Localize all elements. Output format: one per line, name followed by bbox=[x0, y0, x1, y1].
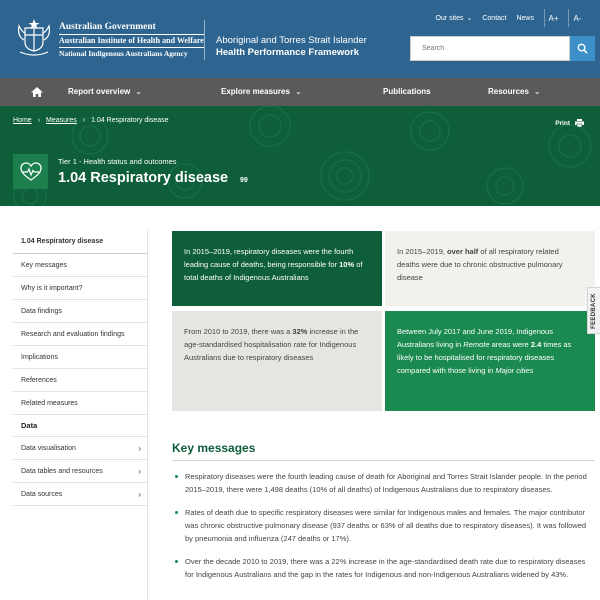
contact-link[interactable]: Contact bbox=[482, 14, 507, 22]
our-sites-label: Our sites bbox=[435, 15, 464, 22]
sidebar-divider bbox=[147, 229, 148, 600]
chevron-right-icon: › bbox=[37, 117, 41, 124]
page-title: 1.04 Respiratory disease bbox=[58, 170, 229, 186]
sidebar-item-data-tables[interactable] bbox=[13, 460, 147, 483]
search-field[interactable] bbox=[410, 36, 570, 61]
key-messages-list bbox=[175, 470, 595, 591]
card-text: In 2015–2019, respiratory diseases were the fourth leading cause of deaths, being responsible for bbox=[184, 247, 354, 269]
sidebar-item-label: 1.04 Respiratory disease bbox=[21, 237, 104, 245]
sidebar-item-research[interactable] bbox=[13, 323, 147, 346]
sidebar-item-label: Key messages bbox=[21, 261, 67, 269]
list-item: Rates of death due to specific respiratory diseases were similar for Indigenous males and females. The major contributor was chronic obstructive pulmonary disease (937 deaths or 63% of all deaths due to respiratory diseases). It was followed by pneumonia and influenza (247 deaths or 17%). bbox=[175, 506, 595, 545]
nav-item-report-overview[interactable] bbox=[68, 78, 142, 106]
coat-of-arms-logo[interactable] bbox=[12, 16, 56, 60]
measure-icon-box bbox=[13, 154, 48, 189]
print-button[interactable] bbox=[555, 119, 584, 127]
gov-line-2: Australian Institute of Health and Welfare bbox=[59, 36, 204, 45]
card-highlight: 2.4 bbox=[530, 340, 542, 349]
gov-line-1: Australian Government bbox=[59, 22, 156, 32]
card-text: times as likely to be hospitalised for respiratory diseases compared with those living in bbox=[397, 340, 572, 375]
sidebar-item-data-findings[interactable] bbox=[13, 300, 147, 323]
chevron-right-icon: › bbox=[138, 443, 141, 453]
breadcrumb-home[interactable]: Home bbox=[13, 117, 32, 124]
stat-card-copd bbox=[385, 231, 595, 306]
gov-line-3: National Indigenous Australians Agency bbox=[59, 47, 204, 59]
header-divider bbox=[204, 20, 205, 60]
government-wordmark bbox=[59, 22, 204, 59]
search-button[interactable] bbox=[570, 36, 595, 61]
card-emphasis: Major cities bbox=[495, 366, 534, 375]
list-item: Over the decade 2010 to 2019, there was a 22% increase in the age-standardised death rate due to respiratory diseases for Indigenous Australians and the gap in the rates for Indigenous and non-Indigenous Australians widened by 43%. bbox=[175, 555, 595, 581]
sidebar-item-respiratory-disease[interactable] bbox=[13, 229, 147, 254]
sidebar-item-data-visualisation[interactable] bbox=[13, 437, 147, 460]
news-link[interactable]: News bbox=[516, 14, 534, 22]
sidebar-item-why-important[interactable] bbox=[13, 277, 147, 300]
chevron-down-icon: ⌄ bbox=[533, 87, 541, 96]
site-title-line-2: Health Performance Framework bbox=[216, 47, 360, 58]
site-title-line-1: Aboriginal and Torres Strait Islander bbox=[216, 35, 367, 46]
section-divider bbox=[172, 460, 595, 461]
printer-icon bbox=[575, 119, 584, 127]
chevron-right-icon: › bbox=[138, 489, 141, 499]
search-input[interactable] bbox=[411, 37, 569, 60]
sidebar-item-label: Data findings bbox=[21, 307, 62, 315]
key-messages-heading: Key messages bbox=[172, 441, 256, 455]
chevron-down-icon: ⌄ bbox=[294, 87, 302, 96]
feedback-label: FEEDBACK bbox=[591, 292, 597, 329]
card-text: of all respiratory related deaths were due to chronic obstructive pulmonary disease bbox=[397, 247, 563, 282]
sidebar-item-label: Implications bbox=[21, 353, 58, 361]
card-text: From 2010 to 2019, there was a bbox=[184, 327, 293, 336]
sidebar-item-references[interactable] bbox=[13, 369, 147, 392]
nav-item-publications[interactable] bbox=[383, 78, 431, 106]
breadcrumb bbox=[13, 117, 169, 124]
font-decrease-button[interactable]: A- bbox=[568, 9, 586, 27]
font-increase-button[interactable]: A+ bbox=[544, 9, 562, 27]
tier-label: Tier 1 - Health status and outcomes bbox=[58, 157, 177, 166]
feedback-tab[interactable] bbox=[587, 287, 600, 334]
sidebar-item-label: References bbox=[21, 376, 57, 384]
page-banner bbox=[0, 106, 600, 206]
sidebar-data-heading: Data bbox=[13, 415, 147, 437]
breadcrumb-measures[interactable]: Measures bbox=[46, 117, 77, 124]
nav-label: Publications bbox=[383, 87, 431, 96]
print-label: Print bbox=[555, 119, 570, 127]
our-sites-link[interactable] bbox=[435, 14, 472, 22]
sidebar-item-key-messages[interactable] bbox=[13, 254, 147, 277]
sidebar-item-implications[interactable] bbox=[13, 346, 147, 369]
site-title[interactable] bbox=[216, 35, 367, 59]
stat-card-remote-areas bbox=[385, 311, 595, 411]
sidebar-nav bbox=[13, 229, 147, 506]
card-highlight: 10% bbox=[339, 260, 355, 269]
sidebar-item-label: Data visualisation bbox=[21, 444, 76, 452]
card-highlight: 32% bbox=[292, 327, 308, 336]
chevron-right-icon: › bbox=[82, 117, 86, 124]
nav-label: Resources bbox=[488, 87, 529, 96]
nav-item-explore-measures[interactable] bbox=[221, 78, 302, 106]
nav-label: Explore measures bbox=[221, 87, 290, 96]
card-text: increase in the age-standardised hospitalisation rate for Indigenous Australians due to respiratory diseases bbox=[184, 327, 359, 362]
chevron-right-icon: › bbox=[138, 466, 141, 476]
sidebar-item-label: Data sources bbox=[21, 490, 63, 498]
nav-item-resources[interactable] bbox=[488, 78, 541, 106]
sidebar-item-label: Data tables and resources bbox=[21, 467, 103, 475]
main-nav bbox=[0, 78, 600, 106]
sidebar-item-related-measures[interactable] bbox=[13, 392, 147, 415]
card-text: In 2015–2019, bbox=[397, 247, 448, 256]
nav-label: Report overview bbox=[68, 87, 131, 96]
site-header bbox=[0, 0, 600, 78]
home-icon[interactable] bbox=[30, 85, 44, 99]
heart-pulse-icon bbox=[20, 162, 42, 182]
stat-card-hospitalisation-increase bbox=[172, 311, 382, 411]
stat-card-leading-cause bbox=[172, 231, 382, 306]
card-highlight: over half bbox=[447, 247, 479, 256]
card-text: areas were bbox=[489, 340, 531, 349]
cite-icon[interactable]: 99 bbox=[240, 177, 248, 184]
breadcrumb-current: 1.04 Respiratory disease bbox=[91, 117, 169, 124]
chevron-down-icon: ⌄ bbox=[466, 15, 473, 22]
sidebar-item-label: Why is it important? bbox=[21, 284, 83, 292]
sidebar-item-label: Research and evaluation findings bbox=[21, 330, 125, 338]
list-item: Respiratory diseases were the fourth leading cause of death for Aboriginal and Torres Strait Islander people. In the period 2015–2019, there were 1,498 deaths (10% of all deaths) of Indigenous Australians due to respiratory diseases. bbox=[175, 470, 595, 496]
chevron-down-icon: ⌄ bbox=[135, 87, 142, 96]
search-icon bbox=[577, 43, 588, 54]
card-text: Between July 2017 and June 2019, Indigenous Australians living in bbox=[397, 327, 553, 349]
card-emphasis: Remote bbox=[463, 340, 490, 349]
utility-nav bbox=[425, 9, 586, 27]
sidebar-item-data-sources[interactable] bbox=[13, 483, 147, 506]
card-text: of total deaths of Indigenous Australians bbox=[184, 260, 363, 282]
sidebar-item-label: Related measures bbox=[21, 399, 78, 407]
